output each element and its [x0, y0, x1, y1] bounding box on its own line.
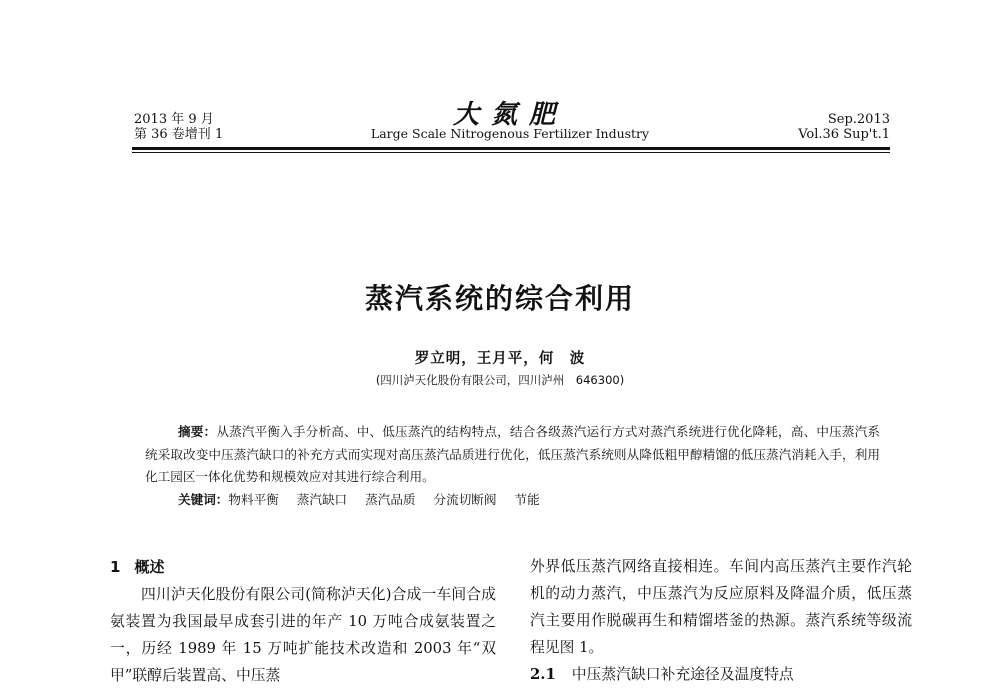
paragraph-left: 四川泸天化股份有限公司(简称泸天化)合成一车间合成氨装置为我国最早成套引进的年产 10 万吨合成氨装置之一，历经 1989 年 15 万吨扩能技术改造和 2003 年“双甲”联醇后装置高、中压蒸: [110, 586, 496, 684]
keyword: 蒸汽缺口: [296, 492, 348, 507]
subsection-number: 2.1: [530, 666, 556, 683]
header-journal: [330, 101, 690, 141]
journal-logo: 大氮肥: [452, 100, 567, 130]
header-rule-thin: [132, 152, 890, 153]
header-volume-cn: 第 36 卷增刊 1: [134, 127, 224, 142]
body-column-left: [110, 554, 496, 689]
section-number: 1: [110, 558, 121, 576]
keyword: 节能: [514, 492, 540, 507]
header-date-en: Sep.2013: [827, 112, 890, 127]
journal-name-en: Large Scale Nitrogenous Fertilizer Industry: [370, 126, 650, 141]
header-rule-thick: [132, 147, 890, 150]
abstract-label: 摘要：: [178, 424, 217, 439]
body-column-right: [530, 553, 912, 688]
keywords-label: 关键词：: [178, 492, 229, 507]
keyword: 蒸汽品质: [365, 492, 416, 507]
article-affiliation: (四川泸天化股份有限公司，四川泸州 646300): [375, 373, 625, 387]
keyword: 物料平衡: [228, 492, 279, 507]
article-title: 蒸汽系统的综合利用: [364, 282, 635, 315]
abstract-text: 从蒸汽平衡入手分析高、中、低压蒸汽的结构特点，结合各级蒸汽运行方式对蒸汽系统进行优化降耗，高、中压蒸汽系统采取改变中压蒸汽缺口的补充方式而实现对高压蒸汽品质进行优化，低压蒸汽系统则从降低粗甲醇精馏的低压蒸汽消耗入手，利用化工园区一体化优势和规模效应对其进行综合利用。: [145, 424, 881, 484]
header-volume-en: Vol.36 Sup't.1: [798, 127, 890, 142]
header-right: [798, 112, 890, 142]
subsection-title: 中压蒸汽缺口补充途径及温度特点: [571, 666, 794, 683]
section-1-heading: [110, 554, 496, 581]
header-left: [134, 112, 223, 142]
article-authors: 罗立明，王月平，何 波: [414, 351, 586, 367]
section-title: 概述: [134, 558, 165, 576]
keywords: [178, 489, 878, 508]
keyword: 分流切断阀: [433, 492, 497, 507]
paragraph-right: 外界低压蒸汽网络直接相连。车间内高压蒸汽主要作汽轮机的动力蒸汽，中压蒸汽为反应原料及降温介质，低压蒸汽主要用作脱碳再生和精馏塔釜的热源。蒸汽系统等级流程见图 1。: [530, 558, 912, 656]
header-date-cn: 2013 年 9 月: [134, 112, 214, 127]
abstract: [145, 421, 880, 489]
